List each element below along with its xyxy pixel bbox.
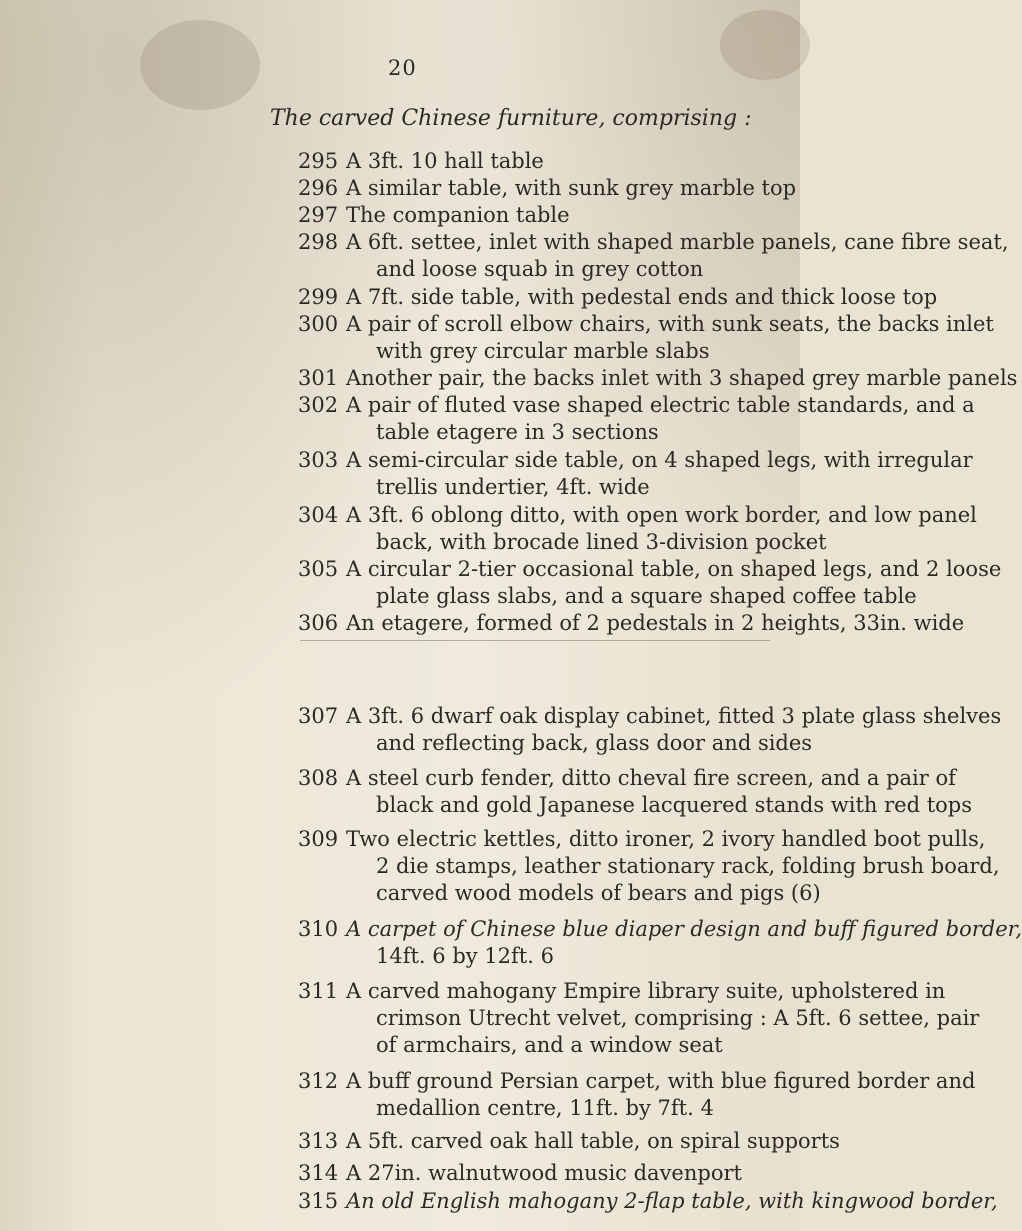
lot-description-continued: and reflecting back, glass door and sides — [376, 731, 813, 755]
lot-description: A 3ft. 10 hall table — [346, 149, 544, 173]
lot-description: A carved mahogany Empire library suite, upholstered in — [346, 979, 946, 1003]
lot-number: 313 — [298, 1129, 339, 1153]
lot-description: The companion table — [346, 203, 570, 227]
page-number: 20 — [388, 56, 417, 80]
lot-description: An etagere, formed of 2 pedestals in 2 heights, 33in. wide — [346, 611, 965, 635]
lot-description-continued: black and gold Japanese lacquered stands with red tops — [376, 793, 973, 817]
lot-description-continued: crimson Utrecht velvet, comprising : A 5ft. 6 settee, pair — [376, 1006, 980, 1030]
lot-number: 315 — [298, 1189, 339, 1213]
lot-description: Two electric kettles, ditto ironer, 2 ivory handled boot pulls, — [346, 827, 986, 851]
lot-description: A carpet of Chinese blue diaper design and buff figured border, — [346, 917, 1022, 941]
lot-number: 312 — [298, 1069, 339, 1093]
lot-number: 303 — [298, 448, 339, 472]
lot-description: A 3ft. 6 dwarf oak display cabinet, fitted 3 plate glass shelves — [346, 704, 1002, 728]
paper-stain — [140, 20, 260, 110]
lot-description: A semi-circular side table, on 4 shaped legs, with irregular — [346, 448, 973, 472]
lot-number: 306 — [298, 611, 339, 635]
lot-description: A circular 2-tier occasional table, on shaped legs, and 2 loose — [346, 557, 1002, 581]
lot-number: 308 — [298, 766, 339, 790]
lot-description: A 6ft. settee, inlet with shaped marble panels, cane fibre seat, — [346, 230, 1009, 254]
lot-description: A 3ft. 6 oblong ditto, with open work border, and low panel — [346, 503, 977, 527]
lot-number: 295 — [298, 149, 339, 173]
lot-description-continued: trellis undertier, 4ft. wide — [376, 475, 650, 499]
lot-description: Another pair, the backs inlet with 3 shaped grey marble panels — [346, 366, 1018, 390]
lot-description-continued: 14ft. 6 by 12ft. 6 — [376, 944, 554, 968]
lot-number: 305 — [298, 557, 339, 581]
lot-description-continued: medallion centre, 11ft. by 7ft. 4 — [376, 1096, 714, 1120]
lot-description: A 27in. walnutwood music davenport — [346, 1161, 742, 1185]
lot-description-continued: plate glass slabs, and a square shaped coffee table — [376, 584, 917, 608]
section-heading: The carved Chinese furniture, comprising : — [270, 106, 752, 131]
lot-number: 314 — [298, 1161, 339, 1185]
section-divider — [300, 640, 770, 641]
lot-description-continued: with grey circular marble slabs — [376, 339, 710, 363]
lot-number: 302 — [298, 393, 339, 417]
lot-number: 300 — [298, 312, 339, 336]
lot-description: A 7ft. side table, with pedestal ends and thick loose top — [346, 285, 938, 309]
lot-description: A pair of fluted vase shaped electric table standards, and a — [346, 393, 975, 417]
lot-description-continued: and loose squab in grey cotton — [376, 257, 704, 281]
lot-description: A steel curb fender, ditto cheval fire screen, and a pair of — [346, 766, 956, 790]
lot-description: A similar table, with sunk grey marble top — [346, 176, 797, 200]
lot-number: 309 — [298, 827, 339, 851]
lot-description-continued-2: of armchairs, and a window seat — [376, 1033, 723, 1057]
lot-description: A 5ft. carved oak hall table, on spiral supports — [346, 1129, 840, 1153]
paper-stain — [720, 10, 810, 80]
lot-number: 304 — [298, 503, 339, 527]
lot-description-continued-2: carved wood models of bears and pigs (6) — [376, 881, 821, 905]
lot-description: A pair of scroll elbow chairs, with sunk seats, the backs inlet — [346, 312, 994, 336]
lot-description-continued: table etagere in 3 sections — [376, 420, 659, 444]
lot-description: An old English mahogany 2-flap table, with kingwood border, — [346, 1189, 998, 1213]
lot-number: 301 — [298, 366, 339, 390]
lot-number: 299 — [298, 285, 339, 309]
lot-description: A buff ground Persian carpet, with blue figured border and — [346, 1069, 976, 1093]
lot-number: 296 — [298, 176, 339, 200]
lot-description-continued: back, with brocade lined 3-division pocket — [376, 530, 827, 554]
lot-number: 311 — [298, 979, 339, 1003]
lot-number: 298 — [298, 230, 339, 254]
lot-number: 297 — [298, 203, 339, 227]
lot-number: 307 — [298, 704, 339, 728]
lot-description-continued: 2 die stamps, leather stationary rack, folding brush board, — [376, 854, 1000, 878]
lot-number: 310 — [298, 917, 339, 941]
